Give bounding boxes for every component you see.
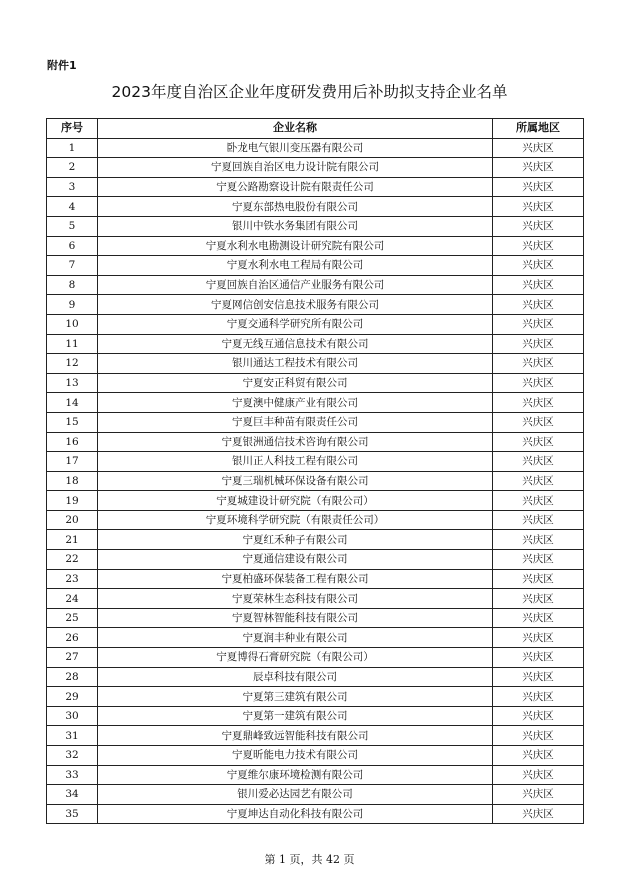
table-row	[47, 452, 584, 472]
cell-company-name: 宁夏东部热电股份有限公司	[98, 197, 493, 217]
cell-region: 兴庆区	[493, 158, 584, 178]
table-row	[47, 569, 584, 589]
cell-serial: 10	[47, 314, 98, 334]
cell-region: 兴庆区	[493, 589, 584, 609]
cell-company-name: 宁夏通信建设有限公司	[98, 550, 493, 570]
cell-region: 兴庆区	[493, 354, 584, 374]
cell-serial: 16	[47, 432, 98, 452]
cell-region: 兴庆区	[493, 491, 584, 511]
cell-company-name: 宁夏安正科贸有限公司	[98, 373, 493, 393]
table-row	[47, 608, 584, 628]
table-row	[47, 138, 584, 158]
table-row	[47, 314, 584, 334]
company-table	[46, 118, 584, 824]
cell-company-name: 卧龙电气银川变压器有限公司	[98, 138, 493, 158]
cell-region: 兴庆区	[493, 726, 584, 746]
cell-serial: 11	[47, 334, 98, 354]
cell-serial: 31	[47, 726, 98, 746]
cell-region: 兴庆区	[493, 452, 584, 472]
cell-company-name: 银川中铁水务集团有限公司	[98, 216, 493, 236]
cell-region: 兴庆区	[493, 334, 584, 354]
cell-region: 兴庆区	[493, 393, 584, 413]
table-row	[47, 589, 584, 609]
cell-region: 兴庆区	[493, 785, 584, 805]
cell-region: 兴庆区	[493, 177, 584, 197]
table-row	[47, 412, 584, 432]
cell-company-name: 宁夏回族自治区电力设计院有限公司	[98, 158, 493, 178]
cell-company-name: 宁夏维尔康环境检测有限公司	[98, 765, 493, 785]
table-row	[47, 687, 584, 707]
table-row	[47, 295, 584, 315]
cell-company-name: 宁夏交通科学研究所有限公司	[98, 314, 493, 334]
cell-region: 兴庆区	[493, 275, 584, 295]
table-row	[47, 550, 584, 570]
table-row	[47, 785, 584, 805]
cell-company-name: 宁夏水利水电勘测设计研究院有限公司	[98, 236, 493, 256]
table-row	[47, 334, 584, 354]
cell-serial: 9	[47, 295, 98, 315]
table-row	[47, 373, 584, 393]
table-header-row	[47, 119, 584, 139]
cell-company-name: 宁夏第一建筑有限公司	[98, 706, 493, 726]
attachment-label: 附件1	[47, 59, 77, 72]
cell-region: 兴庆区	[493, 765, 584, 785]
cell-region: 兴庆区	[493, 295, 584, 315]
table-row	[47, 393, 584, 413]
table-row	[47, 256, 584, 276]
table-row	[47, 216, 584, 236]
cell-serial: 22	[47, 550, 98, 570]
cell-serial: 33	[47, 765, 98, 785]
cell-region: 兴庆区	[493, 314, 584, 334]
cell-company-name: 宁夏环境科学研究院（有限责任公司）	[98, 510, 493, 530]
table-row	[47, 628, 584, 648]
cell-region: 兴庆区	[493, 687, 584, 707]
cell-serial: 32	[47, 746, 98, 766]
cell-region: 兴庆区	[493, 628, 584, 648]
cell-region: 兴庆区	[493, 471, 584, 491]
table-row	[47, 158, 584, 178]
table-row	[47, 432, 584, 452]
cell-company-name: 宁夏荣林生态科技有限公司	[98, 589, 493, 609]
header-region: 所属地区	[493, 119, 584, 139]
cell-serial: 5	[47, 216, 98, 236]
table-body	[47, 138, 584, 824]
cell-serial: 21	[47, 530, 98, 550]
cell-region: 兴庆区	[493, 216, 584, 236]
cell-company-name: 宁夏无线互通信息技术有限公司	[98, 334, 493, 354]
cell-serial: 24	[47, 589, 98, 609]
cell-company-name: 宁夏鼎峰致远智能科技有限公司	[98, 726, 493, 746]
table-row	[47, 667, 584, 687]
cell-serial: 2	[47, 158, 98, 178]
table-row	[47, 648, 584, 668]
cell-serial: 30	[47, 706, 98, 726]
table-row	[47, 236, 584, 256]
cell-company-name: 辰卓科技有限公司	[98, 667, 493, 687]
cell-serial: 20	[47, 510, 98, 530]
table-row	[47, 765, 584, 785]
cell-region: 兴庆区	[493, 550, 584, 570]
cell-serial: 17	[47, 452, 98, 472]
cell-region: 兴庆区	[493, 197, 584, 217]
cell-region: 兴庆区	[493, 706, 584, 726]
cell-region: 兴庆区	[493, 236, 584, 256]
table-row	[47, 530, 584, 550]
cell-serial: 7	[47, 256, 98, 276]
cell-region: 兴庆区	[493, 804, 584, 824]
cell-region: 兴庆区	[493, 530, 584, 550]
cell-region: 兴庆区	[493, 412, 584, 432]
header-serial: 序号	[47, 119, 98, 139]
cell-company-name: 银川通达工程技术有限公司	[98, 354, 493, 374]
cell-serial: 8	[47, 275, 98, 295]
cell-company-name: 宁夏坤达自动化科技有限公司	[98, 804, 493, 824]
table-row	[47, 197, 584, 217]
cell-serial: 6	[47, 236, 98, 256]
cell-serial: 29	[47, 687, 98, 707]
cell-company-name: 宁夏博得石膏研究院（有限公司）	[98, 648, 493, 668]
cell-region: 兴庆区	[493, 373, 584, 393]
cell-serial: 23	[47, 569, 98, 589]
cell-region: 兴庆区	[493, 510, 584, 530]
cell-serial: 18	[47, 471, 98, 491]
cell-region: 兴庆区	[493, 256, 584, 276]
cell-region: 兴庆区	[493, 608, 584, 628]
cell-company-name: 银川爱必达园艺有限公司	[98, 785, 493, 805]
cell-serial: 4	[47, 197, 98, 217]
cell-company-name: 宁夏城建设计研究院（有限公司）	[98, 491, 493, 511]
table-row	[47, 354, 584, 374]
cell-company-name: 宁夏网信创安信息技术服务有限公司	[98, 295, 493, 315]
cell-serial: 28	[47, 667, 98, 687]
cell-serial: 14	[47, 393, 98, 413]
table-row	[47, 275, 584, 295]
document-title: 2023年度自治区企业年度研发费用后补助拟支持企业名单	[111, 83, 508, 101]
page-footer: 第 1 页，共 42 页	[264, 853, 355, 866]
table-row	[47, 706, 584, 726]
cell-serial: 15	[47, 412, 98, 432]
cell-serial: 19	[47, 491, 98, 511]
cell-company-name: 宁夏回族自治区通信产业服务有限公司	[98, 275, 493, 295]
cell-serial: 27	[47, 648, 98, 668]
table-row	[47, 471, 584, 491]
cell-serial: 1	[47, 138, 98, 158]
cell-company-name: 宁夏水利水电工程局有限公司	[98, 256, 493, 276]
cell-region: 兴庆区	[493, 648, 584, 668]
cell-company-name: 宁夏柏盛环保装备工程有限公司	[98, 569, 493, 589]
table-row	[47, 726, 584, 746]
table-row	[47, 177, 584, 197]
cell-company-name: 宁夏第三建筑有限公司	[98, 687, 493, 707]
cell-company-name: 宁夏澳中健康产业有限公司	[98, 393, 493, 413]
cell-company-name: 宁夏智林智能科技有限公司	[98, 608, 493, 628]
cell-serial: 34	[47, 785, 98, 805]
cell-company-name: 宁夏银洲通信技术咨询有限公司	[98, 432, 493, 452]
cell-serial: 3	[47, 177, 98, 197]
cell-company-name: 宁夏巨丰种苗有限责任公司	[98, 412, 493, 432]
cell-serial: 35	[47, 804, 98, 824]
cell-region: 兴庆区	[493, 667, 584, 687]
cell-company-name: 宁夏三瑞机械环保设备有限公司	[98, 471, 493, 491]
cell-company-name: 宁夏公路勘察设计院有限责任公司	[98, 177, 493, 197]
cell-company-name: 宁夏昕能电力技术有限公司	[98, 746, 493, 766]
cell-region: 兴庆区	[493, 138, 584, 158]
table-row	[47, 491, 584, 511]
cell-company-name: 宁夏润丰种业有限公司	[98, 628, 493, 648]
cell-serial: 26	[47, 628, 98, 648]
cell-serial: 25	[47, 608, 98, 628]
cell-company-name: 银川正人科技工程有限公司	[98, 452, 493, 472]
table-row	[47, 746, 584, 766]
table-row	[47, 510, 584, 530]
cell-serial: 13	[47, 373, 98, 393]
table-row	[47, 804, 584, 824]
cell-region: 兴庆区	[493, 569, 584, 589]
cell-serial: 12	[47, 354, 98, 374]
cell-region: 兴庆区	[493, 746, 584, 766]
cell-region: 兴庆区	[493, 432, 584, 452]
cell-company-name: 宁夏红禾种子有限公司	[98, 530, 493, 550]
header-company-name: 企业名称	[98, 119, 493, 139]
